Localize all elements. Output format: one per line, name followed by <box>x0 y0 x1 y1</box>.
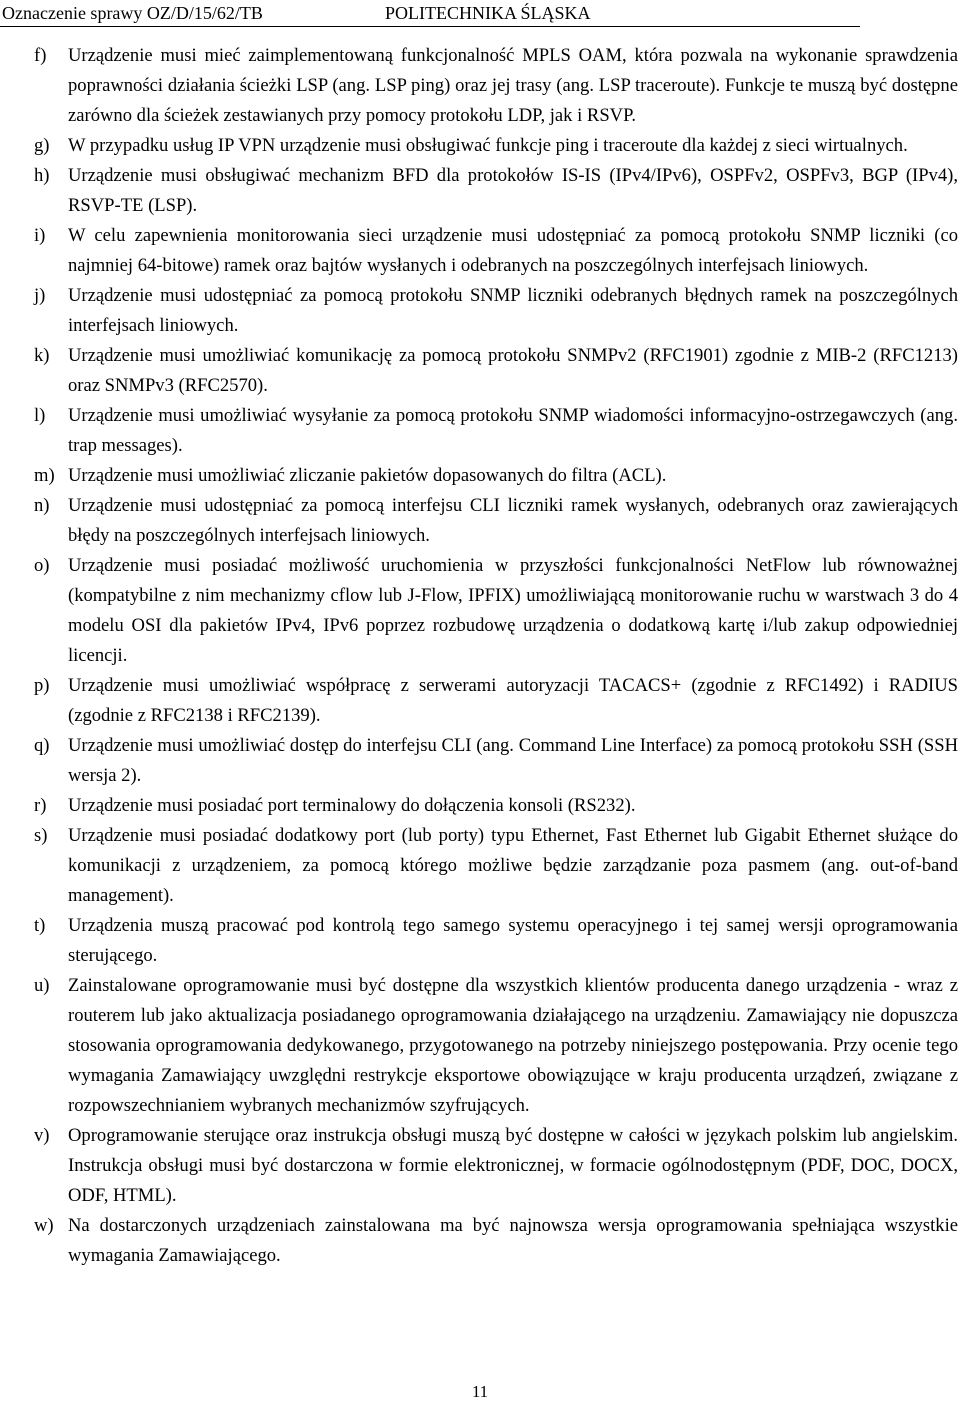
item-text: Urządzenie musi umożliwiać komunikację za pomocą protokołu SNMPv2 (RFC1901) zgodnie z MIB-2 (RFC1213) oraz SNMPv3 (RFC2570). <box>68 345 958 396</box>
item-text: Urządzenie musi umożliwiać zliczanie pakietów dopasowanych do filtra (ACL). <box>68 465 667 486</box>
item-text: Urządzenie musi mieć zaimplementowaną funkcjonalność MPLS OAM, która pozwala na wykonanie sprawdzenia poprawności działania ścieżki LSP (ang. LSP ping) oraz jej trasy (ang. LSP traceroute). Funkcje te muszą być dostępne zarówno dla ścieżek zestawianych przy pomocy protokołu LDP, jak i RSVP. <box>68 45 958 126</box>
item-text: Urządzenie musi udostępniać za pomocą protokołu SNMP liczniki odebranych błędnych ramek na poszczególnych interfejsach liniowych. <box>68 285 958 336</box>
list-item <box>34 971 958 1121</box>
item-label: l) <box>34 405 46 426</box>
list-item <box>34 161 958 221</box>
list-item <box>34 401 958 461</box>
item-text: Urządzenia muszą pracować pod kontrolą tego samego systemu operacyjnego i tej samej wersji oprogramowania sterującego. <box>68 915 958 966</box>
requirements-list <box>34 41 958 1271</box>
item-label: f) <box>34 45 47 66</box>
list-item <box>34 821 958 911</box>
list-item <box>34 911 958 971</box>
item-label: u) <box>34 975 50 996</box>
item-label: i) <box>34 225 46 246</box>
list-item <box>34 131 958 161</box>
item-text: Urządzenie musi umożliwiać współpracę z serwerami autoryzacji TACACS+ (zgodnie z RFC1492) i RADIUS (zgodnie z RFC2138 i RFC2139). <box>68 675 958 726</box>
case-reference: Oznaczenie sprawy OZ/D/15/62/TB <box>2 3 263 23</box>
page-number: 11 <box>471 1382 489 1401</box>
item-text: Na dostarczonych urządzeniach zainstalowana ma być najnowsza wersja oprogramowania spełniająca wszystkie wymagania Zamawiającego. <box>68 1215 958 1266</box>
item-text: Zainstalowane oprogramowanie musi być dostępne dla wszystkich klientów producenta danego urządzenia - wraz z routerem lub jako aktualizacja posiadanego oprogramowania działającego na urządzeniu. Zamawiający nie dopuszcza stosowania oprogramowania dedykowanego, przygotowanego na potrzeby niniejszego postępowania. Przy ocenie tego wymagania Zamawiający uwzględni restrykcje eksportowe obowiązujące w kraju producenta urządzeń, związane z rozpowszechnianiem wybranych mechanizmów szyfrujących. <box>68 975 958 1116</box>
list-item <box>34 221 958 281</box>
institution-name: POLITECHNIKA ŚLĄSKA <box>385 3 591 23</box>
list-item <box>34 731 958 791</box>
item-text: Urządzenie musi posiadać port terminalowy do dołączenia konsoli (RS232). <box>68 795 636 816</box>
list-item <box>34 491 958 551</box>
item-text: Urządzenie musi obsługiwać mechanizm BFD dla protokołów IS-IS (IPv4/IPv6), OSPFv2, OSPFv3, BGP (IPv4), RSVP-TE (LSP). <box>68 165 958 216</box>
list-item <box>34 791 958 821</box>
item-label: r) <box>34 795 47 816</box>
item-text: Urządzenie musi umożliwiać wysyłanie za pomocą protokołu SNMP wiadomości informacyjno-ostrzegawczych (ang. trap messages). <box>68 405 958 456</box>
item-label: w) <box>34 1215 54 1236</box>
item-label: g) <box>34 135 50 156</box>
page-header <box>0 0 860 27</box>
item-label: h) <box>34 165 50 186</box>
item-label: k) <box>34 345 50 366</box>
list-item <box>34 461 958 491</box>
item-text: Urządzenie musi umożliwiać dostęp do interfejsu CLI (ang. Command Line Interface) za pomocą protokołu SSH (SSH wersja 2). <box>68 735 958 786</box>
item-text: Urządzenie musi posiadać możliwość uruchomienia w przyszłości funkcjonalności NetFlow lub równoważnej (kompatybilne z nim mechanizmy cflow lub J-Flow, IPFIX) umożliwiającą monitorowanie ruchu w warstwach 3 do 4 modelu OSI dla pakietów IPv4, IPv6 poprzez rozbudowę urządzenia o dodatkową kartę i/lub zakup odpowiedniej licencji. <box>68 555 958 666</box>
list-item <box>34 281 958 341</box>
item-text: W przypadku usług IP VPN urządzenie musi obsługiwać funkcje ping i traceroute dla każdej z sieci wirtualnych. <box>68 135 908 156</box>
item-text: Urządzenie musi posiadać dodatkowy port (lub porty) typu Ethernet, Fast Ethernet lub Gigabit Ethernet służące do komunikacji z urządzeniem, za pomocą którego możliwe będzie zarządzanie poza pasmem (ang. out-of-band management). <box>68 825 958 906</box>
item-text: Urządzenie musi udostępniać za pomocą interfejsu CLI liczniki ramek wysłanych, odebranych oraz zawierających błędy na poszczególnych interfejsach liniowych. <box>68 495 958 546</box>
item-label: n) <box>34 495 50 516</box>
list-item <box>34 341 958 401</box>
list-item <box>34 671 958 731</box>
list-item <box>34 551 958 671</box>
list-item <box>34 1211 958 1271</box>
list-item <box>34 1121 958 1211</box>
item-label: j) <box>34 285 46 306</box>
item-label: s) <box>34 825 48 846</box>
item-label: t) <box>34 915 46 936</box>
item-label: o) <box>34 555 50 576</box>
item-text: Oprogramowanie sterujące oraz instrukcja obsługi muszą być dostępne w całości w językach polskim lub angielskim. Instrukcja obsługi musi być dostarczona w formie elektronicznej, w formacie ogólnodostępnym (PDF, DOC, DOCX, ODF, HTML). <box>68 1125 958 1206</box>
item-text: W celu zapewnienia monitorowania sieci urządzenie musi udostępniać za pomocą protokołu SNMP liczniki (co najmniej 64-bitowe) ramek oraz bajtów wysłanych i odebranych na poszczególnych interfejsach liniowych. <box>68 225 958 276</box>
list-item <box>34 41 958 131</box>
item-label: m) <box>34 465 55 486</box>
item-label: v) <box>34 1125 50 1146</box>
item-label: q) <box>34 735 50 756</box>
item-label: p) <box>34 675 50 696</box>
